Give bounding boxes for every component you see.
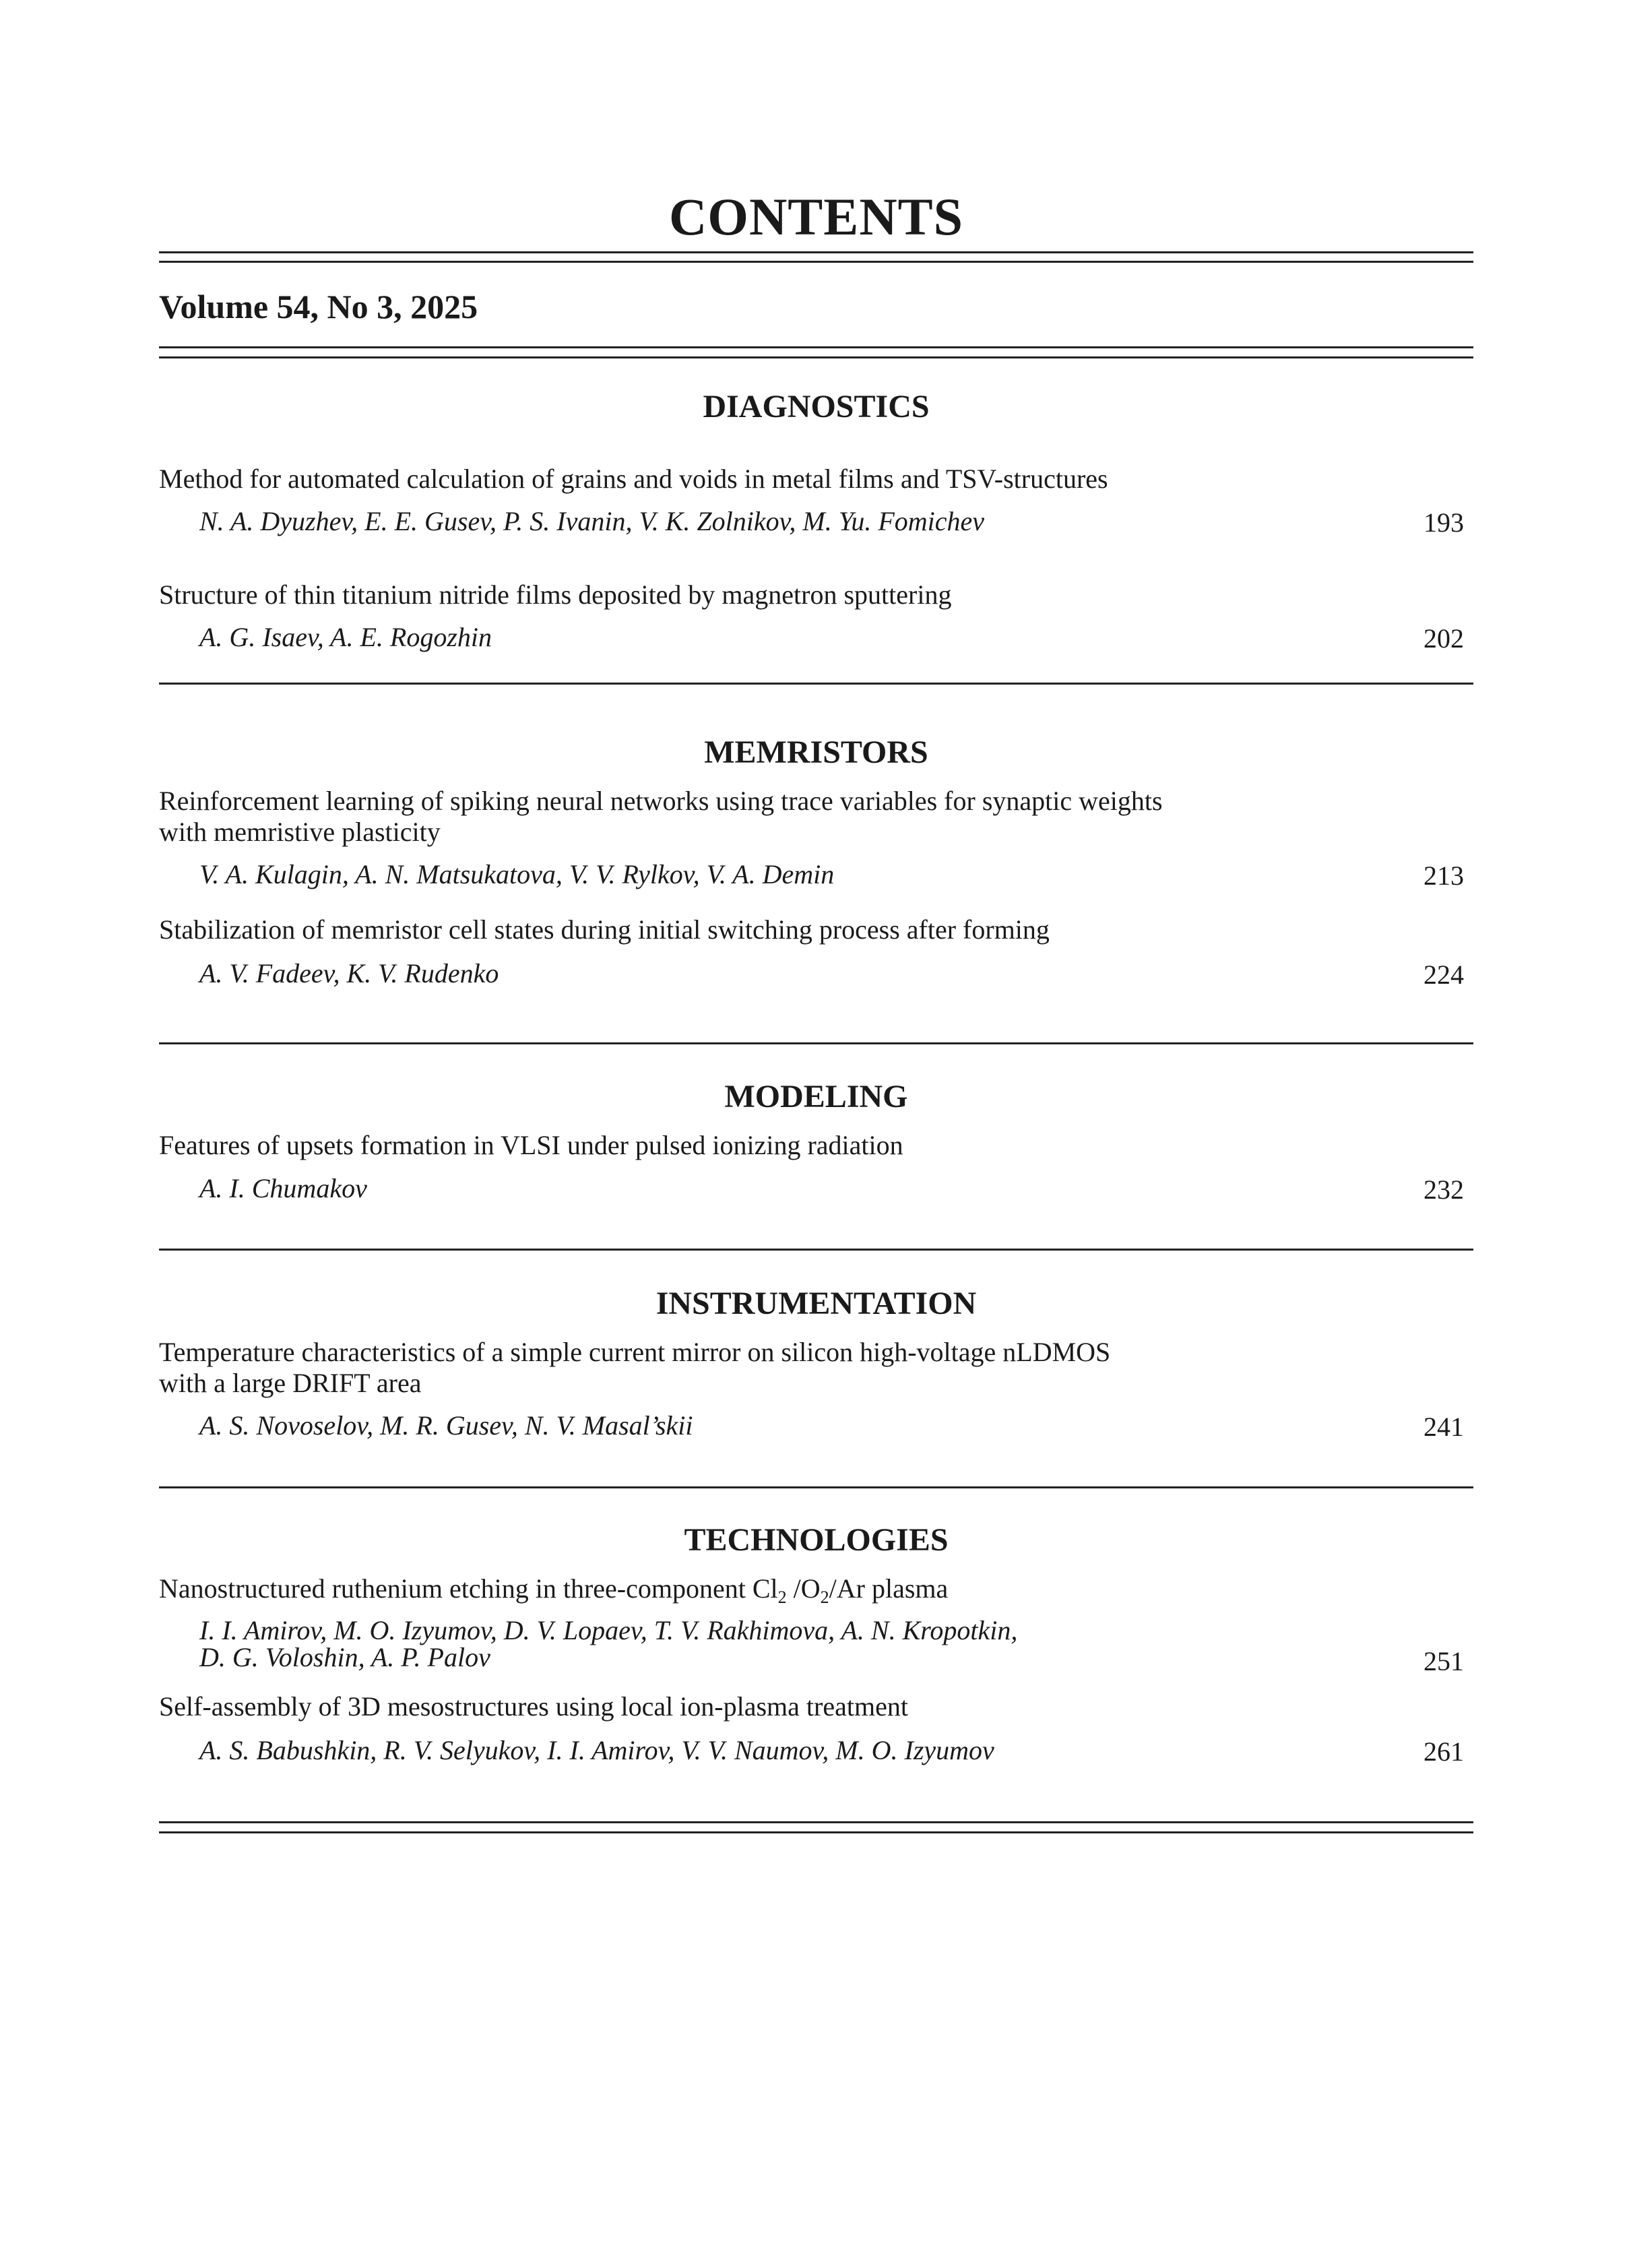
section-divider [159,1249,1473,1251]
article-title [159,1337,1304,1399]
article-authors: A. I. Chumakov [199,1173,367,1203]
article-page-number: 241 [1424,1412,1464,1442]
article-authors: A. G. Isaev, A. E. Rogozhin [199,622,492,652]
article-title [159,786,1304,848]
section-heading-instrumentation: INSTRUMENTATION [655,1286,977,1321]
title-rule-top [159,251,1473,253]
section-heading-technologies: TECHNOLOGIES [684,1522,949,1558]
article-authors: A. S. Babushkin, R. V. Selyukov, I. I. Amirov, V. V. Naumov, M. O. Izyumov [199,1735,994,1765]
article-authors: N. A. Dyuzhev, E. E. Gusev, P. S. Ivanin, V. K. Zolnikov, M. Yu. Fomichev [199,506,985,536]
volume-info: Volume 54, No 3, 2025 [159,288,478,325]
article-page-number: 232 [1424,1174,1464,1205]
article-title-line-1: Temperature characteristics of a simple current mirror on silicon high-voltage nLDMOS [159,1337,1111,1367]
article-title-line-2: with memristive plasticity [159,817,441,847]
section-heading-diagnostics: DIAGNOSTICS [703,389,930,424]
article-page-number: 213 [1424,860,1464,891]
article-authors [199,1617,1264,1671]
section-divider [159,1486,1473,1488]
title-rule-bottom [159,261,1473,263]
article-title-suffix: /Ar plasma [829,1573,949,1604]
section-divider [159,1042,1473,1044]
article-title: Features of upsets formation in VLSI under pulsed ionizing radiation [159,1130,903,1160]
article-authors-line-1: I. I. Amirov, M. O. Izyumov, D. V. Lopaev, T. V. Rakhimova, A. N. Kropotkin, [199,1615,1018,1645]
article-page-number: 202 [1424,623,1464,654]
subscript: 2 [777,1587,787,1607]
closing-rule-top [159,1821,1473,1823]
volume-rule-bottom [159,356,1473,358]
article-page-number: 193 [1424,507,1464,538]
section-heading-memristors: MEMRISTORS [704,734,928,770]
article-title-mid: /O [786,1573,821,1604]
article-authors: A. S. Novoselov, M. R. Gusev, N. V. Masal’skii [199,1410,693,1441]
article-title: Structure of thin titanium nitride films deposited by magnetron sputtering [159,579,952,610]
subscript: 2 [820,1587,829,1607]
article-page-number: 261 [1424,1736,1464,1767]
article-title: Stabilization of memristor cell states during initial switching process after forming [159,914,1050,945]
article-title-prefix: Nanostructured ruthenium etching in three-component Cl [159,1573,778,1604]
article-page-number: 224 [1424,959,1464,990]
article-title [159,1573,1304,1607]
article-title: Self-assembly of 3D mesostructures using local ion-plasma treatment [159,1691,908,1722]
closing-rule-bottom [159,1831,1473,1833]
page-title: CONTENTS [668,187,964,246]
section-heading-modeling: MODELING [724,1079,908,1114]
article-authors-line-2: D. G. Voloshin, A. P. Palov [199,1642,490,1672]
article-authors: A. V. Fadeev, K. V. Rudenko [199,958,499,988]
article-title-line-2: with a large DRIFT area [159,1368,422,1398]
article-title: Method for automated calculation of grains and voids in metal films and TSV-structures [159,464,1108,494]
section-divider [159,683,1473,685]
volume-rule-top [159,346,1473,348]
article-authors: V. A. Kulagin, A. N. Matsukatova, V. V. Rylkov, V. A. Demin [199,859,835,889]
article-page-number: 251 [1424,1646,1464,1676]
article-title-line-1: Reinforcement learning of spiking neural networks using trace variables for synaptic weights [159,786,1163,816]
contents-page [159,0,1473,2268]
